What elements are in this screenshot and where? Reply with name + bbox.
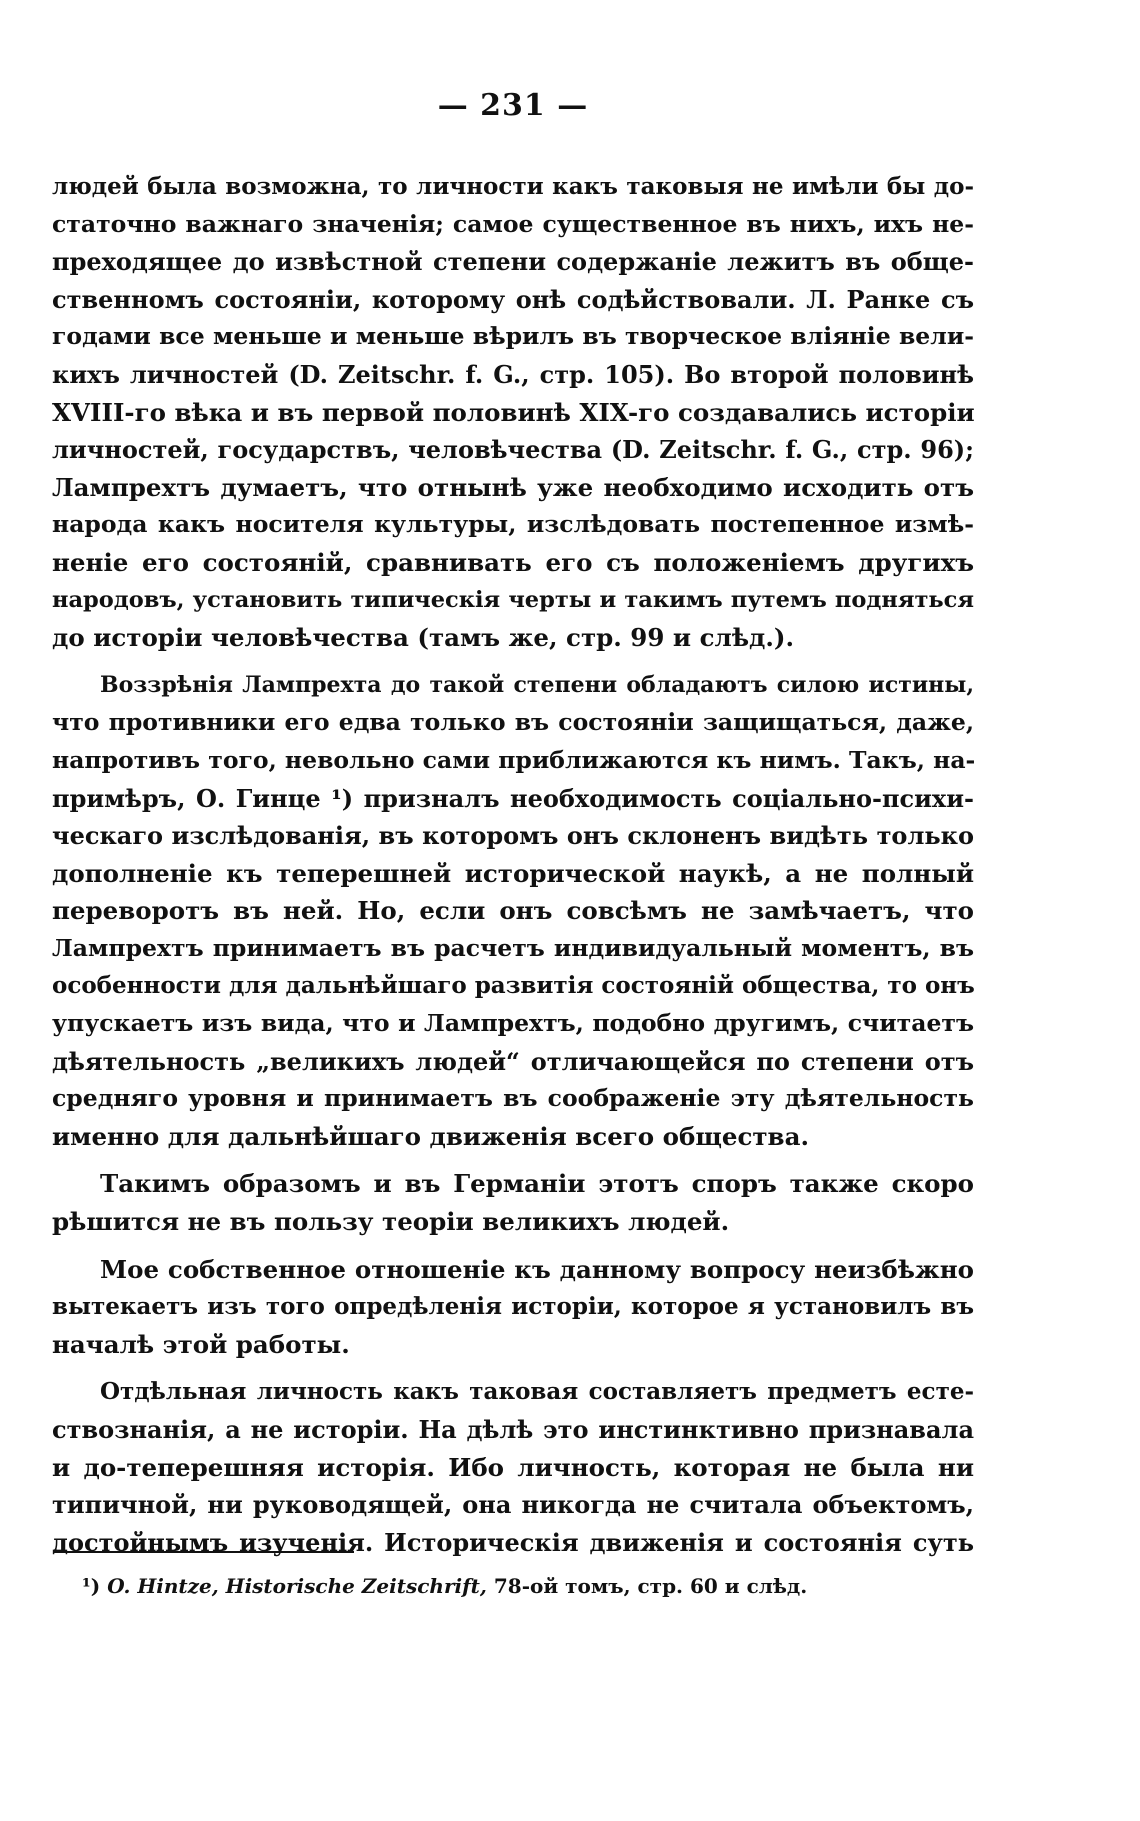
text-line: что противники его едва только въ состояніи защищаться, даже, [52,708,974,737]
text-line: Воззрѣнія Лампрехта до такой степени обладаютъ силою истины, [100,671,974,698]
footnote-marker: ¹) [82,1574,101,1598]
text-line: ческаго изслѣдованія, въ которомъ онъ склоненъ видѣть только [52,821,974,851]
footnote-divider [54,1551,354,1553]
text-line: народовъ, установить типическія черты и такимъ путемъ подняться [52,586,974,613]
text-line: Мое собственное отношеніе къ данному вопросу неизбѣжно [100,1254,974,1284]
body-text [52,168,974,1571]
text-line: рѣшится не въ пользу теоріи великихъ людей. [52,1207,730,1237]
text-line: и до-теперешняя исторія. Ибо личность, которая не была ни [52,1452,974,1482]
text-line: типичной, ни руководящей, она никогда не считала объектомъ, [52,1490,974,1520]
footnote-rest: 78-ой томъ, стр. 60 и слѣд. [493,1574,808,1598]
text-line: статочно важнаго значенія; самое существенное въ нихъ, ихъ не- [52,209,974,238]
text-line: ствознанія, а не исторіи. На дѣлѣ это инстинктивно признавала [52,1415,974,1444]
paragraph [52,1251,974,1364]
text-line: кихъ личностей (D. Zeitschr. f. G., стр. 105). Во второй половинѣ [52,359,974,389]
text-line: преходящее до извѣстной степени содержаніе лежитъ въ обще- [52,247,974,277]
footnote-author: O. Hintze, [107,1574,219,1598]
paragraph [52,1373,974,1561]
text-line: неніе его состояній, сравнивать его съ положеніемъ другихъ [52,547,974,577]
text-line: годами все меньше и меньше вѣрилъ въ творческое вліяніе вели- [52,322,974,351]
text-line: народа какъ носителя культуры, изслѣдовать постепенное измѣ- [52,510,974,539]
text-line: Лампрехтъ думаетъ, что отнынѣ уже необходимо исходить отъ [52,472,974,502]
text-line: примѣръ, О. Гинце ¹) призналъ необходимость соціально-психи- [52,783,974,813]
text-line: достойнымъ изученія. Историческія движенія и состоянія суть [52,1527,974,1557]
text-line: упускаетъ изъ вида, что и Лампрехтъ, подобно другимъ, считаетъ [52,1009,974,1038]
page-number: — 231 — [437,88,589,123]
text-line: людей была возможна, то личности какъ таковыя не имѣли бы до- [52,173,974,200]
text-line: личностей, государствъ, человѣчества (D. Zeitschr. f. G., стр. 96); [52,435,974,465]
text-line: дополненіе къ теперешней исторической наукѣ, а не полный [52,858,974,888]
paragraph [52,168,974,657]
text-line: именно для дальнѣйшаго движенія всего общества. [52,1121,809,1151]
text-line: напротивъ того, невольно сами приближаются къ нимъ. Такъ, на- [52,745,976,774]
text-line: вытекаетъ изъ того опредѣленія исторіи, которое я установилъ въ [52,1293,974,1321]
text-line: переворотъ въ ней. Но, если онъ совсѣмъ не замѣчаетъ, что [52,896,974,926]
text-line: средняго уровня и принимаетъ въ соображеніе эту дѣятельность [52,1084,974,1113]
text-line: дѣятельность „великихъ людей“ отличающейся по степени отъ [52,1046,974,1076]
text-line: Отдѣльная личность какъ таковая составляетъ предметъ есте- [100,1378,974,1406]
text-line: Лампрехтъ принимаетъ въ расчетъ индивидуальный моментъ, въ [52,933,974,962]
book-page [52,0,974,1821]
paragraph [52,1165,974,1240]
text-line: XVIII-го вѣка и въ первой половинѣ XIX-го создавались исторіи [52,397,975,427]
text-line: ственномъ состояніи, которому онѣ содѣйствовали. Л. Ранке съ [52,284,974,314]
text-line: до исторіи человѣчества (тамъ же, стр. 99 и слѣд.). [52,623,795,653]
paragraph [52,667,974,1156]
footnote [82,1574,807,1598]
text-line: Такимъ образомъ и въ Германіи этотъ споръ также скоро [100,1169,974,1199]
text-line: началѣ этой работы. [52,1329,350,1359]
footnote-journal: Historische Zeitschrift, [225,1574,487,1598]
text-line: особенности для дальнѣйшаго развитія состояній общества, то онъ [52,972,975,1000]
